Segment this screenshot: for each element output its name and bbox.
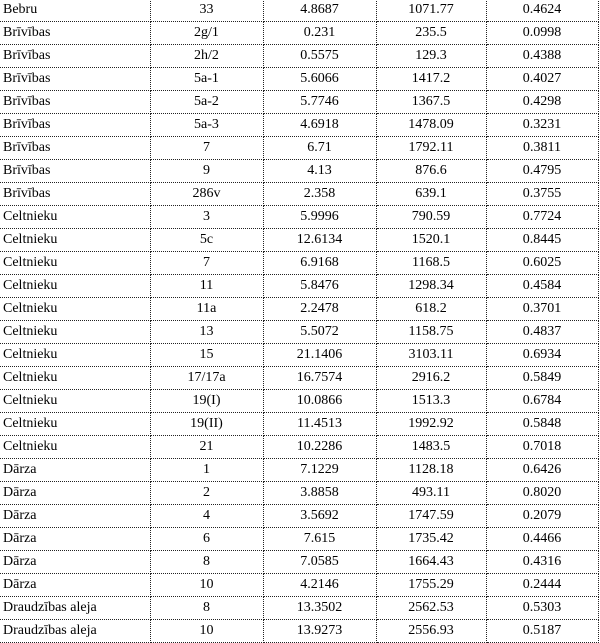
house-number-cell[interactable]: 3: [150, 206, 263, 229]
ratio-cell[interactable]: 0.3811: [486, 137, 598, 160]
ratio-cell[interactable]: 0.3701: [486, 298, 598, 321]
street-cell[interactable]: Celtnieku: [0, 298, 150, 321]
value-b-cell[interactable]: 1513.3: [376, 390, 486, 413]
street-cell[interactable]: Dārza: [0, 528, 150, 551]
value-b-cell[interactable]: 1071.77: [376, 0, 486, 22]
street-cell[interactable]: Bebru: [0, 0, 150, 22]
street-cell[interactable]: Celtnieku: [0, 229, 150, 252]
value-b-cell[interactable]: 1158.75: [376, 321, 486, 344]
house-number-cell[interactable]: 4: [150, 505, 263, 528]
value-a-cell[interactable]: 5.6066: [263, 68, 376, 91]
table-row: [0, 68, 598, 91]
value-a-cell[interactable]: 3.5692: [263, 505, 376, 528]
house-number-cell[interactable]: 7: [150, 137, 263, 160]
ratio-cell[interactable]: 0.2079: [486, 505, 598, 528]
street-cell[interactable]: Celtnieku: [0, 206, 150, 229]
value-b-cell[interactable]: 1417.2: [376, 68, 486, 91]
value-b-cell[interactable]: 618.2: [376, 298, 486, 321]
ratio-cell[interactable]: 0.0998: [486, 22, 598, 45]
ratio-cell[interactable]: 0.6784: [486, 390, 598, 413]
table-row: [0, 22, 598, 45]
ratio-cell[interactable]: 0.6426: [486, 459, 598, 482]
ratio-cell[interactable]: 0.5848: [486, 413, 598, 436]
table-row: [0, 298, 598, 321]
value-a-cell[interactable]: 0.5575: [263, 45, 376, 68]
street-cell[interactable]: Celtnieku: [0, 275, 150, 298]
house-number-cell[interactable]: 10: [150, 620, 263, 643]
value-b-cell[interactable]: 876.6: [376, 160, 486, 183]
value-b-cell[interactable]: 493.11: [376, 482, 486, 505]
ratio-cell[interactable]: 0.6934: [486, 344, 598, 367]
value-b-cell[interactable]: 1664.43: [376, 551, 486, 574]
house-number-cell[interactable]: 5a-1: [150, 68, 263, 91]
house-number-cell[interactable]: 19(I): [150, 390, 263, 413]
value-a-cell[interactable]: 0.231: [263, 22, 376, 45]
value-b-cell[interactable]: 1298.34: [376, 275, 486, 298]
ratio-cell[interactable]: 0.4316: [486, 551, 598, 574]
table-row: [0, 597, 598, 620]
street-cell[interactable]: Draudzības aleja: [0, 620, 150, 643]
value-a-cell[interactable]: 6.71: [263, 137, 376, 160]
street-cell[interactable]: Celtnieku: [0, 321, 150, 344]
table-row: [0, 574, 598, 597]
table-row: [0, 252, 598, 275]
street-cell[interactable]: Celtnieku: [0, 436, 150, 459]
house-number-cell[interactable]: 1: [150, 459, 263, 482]
value-a-cell[interactable]: 5.5072: [263, 321, 376, 344]
table-row: [0, 275, 598, 298]
house-number-cell[interactable]: 6: [150, 528, 263, 551]
value-b-cell[interactable]: 129.3: [376, 45, 486, 68]
ratio-cell[interactable]: 0.3231: [486, 114, 598, 137]
value-a-cell[interactable]: 4.6918: [263, 114, 376, 137]
street-cell[interactable]: Brīvības: [0, 183, 150, 206]
value-b-cell[interactable]: 1128.18: [376, 459, 486, 482]
value-a-cell[interactable]: 7.1229: [263, 459, 376, 482]
ratio-cell[interactable]: 0.4388: [486, 45, 598, 68]
house-number-cell[interactable]: 5c: [150, 229, 263, 252]
house-number-cell[interactable]: 10: [150, 574, 263, 597]
table-row: [0, 229, 598, 252]
ratio-cell[interactable]: 0.4624: [486, 0, 598, 22]
house-number-cell[interactable]: 17/17a: [150, 367, 263, 390]
value-b-cell[interactable]: 1747.59: [376, 505, 486, 528]
table-row: [0, 183, 598, 206]
value-a-cell[interactable]: 2.358: [263, 183, 376, 206]
value-b-cell[interactable]: 1483.5: [376, 436, 486, 459]
value-a-cell[interactable]: 5.8476: [263, 275, 376, 298]
ratio-cell[interactable]: 0.4795: [486, 160, 598, 183]
house-number-cell[interactable]: 21: [150, 436, 263, 459]
value-b-cell[interactable]: 2916.2: [376, 367, 486, 390]
house-number-cell[interactable]: 8: [150, 597, 263, 620]
house-number-cell[interactable]: 9: [150, 160, 263, 183]
value-a-cell[interactable]: 13.9273: [263, 620, 376, 643]
ratio-cell[interactable]: 0.4027: [486, 68, 598, 91]
house-number-cell[interactable]: 5a-3: [150, 114, 263, 137]
table-row: [0, 206, 598, 229]
ratio-cell[interactable]: 0.4298: [486, 91, 598, 114]
ratio-cell[interactable]: 0.7018: [486, 436, 598, 459]
table-row: [0, 528, 598, 551]
table-row: [0, 436, 598, 459]
value-a-cell[interactable]: 4.13: [263, 160, 376, 183]
ratio-cell[interactable]: 0.5849: [486, 367, 598, 390]
value-a-cell[interactable]: 7.615: [263, 528, 376, 551]
ratio-cell[interactable]: 0.3755: [486, 183, 598, 206]
ratio-cell[interactable]: 0.6025: [486, 252, 598, 275]
table-row: [0, 367, 598, 390]
house-number-cell[interactable]: 286v: [150, 183, 263, 206]
value-b-cell[interactable]: 639.1: [376, 183, 486, 206]
street-cell[interactable]: Dārza: [0, 551, 150, 574]
value-b-cell[interactable]: 1792.11: [376, 137, 486, 160]
table-row: [0, 91, 598, 114]
value-a-cell[interactable]: 2.2478: [263, 298, 376, 321]
street-cell[interactable]: Brīvības: [0, 160, 150, 183]
value-a-cell[interactable]: 11.4513: [263, 413, 376, 436]
street-cell[interactable]: Dārza: [0, 505, 150, 528]
house-number-cell[interactable]: 11: [150, 275, 263, 298]
house-number-cell[interactable]: 13: [150, 321, 263, 344]
value-a-cell[interactable]: 10.2286: [263, 436, 376, 459]
value-a-cell[interactable]: 10.0866: [263, 390, 376, 413]
table-row: [0, 45, 598, 68]
street-cell[interactable]: Dārza: [0, 574, 150, 597]
ratio-cell[interactable]: 0.5187: [486, 620, 598, 643]
table-row: [0, 620, 598, 643]
street-cell[interactable]: Dārza: [0, 482, 150, 505]
value-a-cell[interactable]: 4.2146: [263, 574, 376, 597]
ratio-cell[interactable]: 0.4466: [486, 528, 598, 551]
value-a-cell[interactable]: 6.9168: [263, 252, 376, 275]
table-row: [0, 459, 598, 482]
street-cell[interactable]: Celtnieku: [0, 344, 150, 367]
house-number-cell[interactable]: 2h/2: [150, 45, 263, 68]
street-cell[interactable]: Brīvības: [0, 137, 150, 160]
ratio-cell[interactable]: 0.8020: [486, 482, 598, 505]
table-row: [0, 114, 598, 137]
value-a-cell[interactable]: 12.6134: [263, 229, 376, 252]
table-row: [0, 137, 598, 160]
value-a-cell[interactable]: 16.7574: [263, 367, 376, 390]
ratio-cell[interactable]: 0.4584: [486, 275, 598, 298]
table-row: [0, 505, 598, 528]
table-row: [0, 482, 598, 505]
value-b-cell[interactable]: 1478.09: [376, 114, 486, 137]
street-cell[interactable]: Celtnieku: [0, 252, 150, 275]
ratio-cell[interactable]: 0.4837: [486, 321, 598, 344]
table-row: [0, 390, 598, 413]
value-a-cell[interactable]: 4.8687: [263, 0, 376, 22]
value-b-cell[interactable]: 2562.53: [376, 597, 486, 620]
value-b-cell[interactable]: 3103.11: [376, 344, 486, 367]
street-cell[interactable]: Brīvības: [0, 91, 150, 114]
table-row: [0, 344, 598, 367]
street-cell[interactable]: Celtnieku: [0, 390, 150, 413]
table-row: [0, 551, 598, 574]
value-a-cell[interactable]: 5.9996: [263, 206, 376, 229]
ratio-cell[interactable]: 0.8445: [486, 229, 598, 252]
value-b-cell[interactable]: 1992.92: [376, 413, 486, 436]
house-number-cell[interactable]: 2g/1: [150, 22, 263, 45]
street-cell[interactable]: Brīvības: [0, 68, 150, 91]
value-b-cell[interactable]: 1367.5: [376, 91, 486, 114]
value-b-cell[interactable]: 1168.5: [376, 252, 486, 275]
value-b-cell[interactable]: 1735.42: [376, 528, 486, 551]
ratio-cell[interactable]: 0.5303: [486, 597, 598, 620]
house-number-cell[interactable]: 19(II): [150, 413, 263, 436]
table-row: [0, 160, 598, 183]
value-b-cell[interactable]: 235.5: [376, 22, 486, 45]
value-a-cell[interactable]: 13.3502: [263, 597, 376, 620]
street-cell[interactable]: Celtnieku: [0, 413, 150, 436]
value-b-cell[interactable]: 790.59: [376, 206, 486, 229]
street-cell[interactable]: Brīvības: [0, 45, 150, 68]
value-a-cell[interactable]: 7.0585: [263, 551, 376, 574]
table-row: [0, 321, 598, 344]
value-a-cell[interactable]: 3.8858: [263, 482, 376, 505]
street-cell[interactable]: Dārza: [0, 459, 150, 482]
value-a-cell[interactable]: 21.1406: [263, 344, 376, 367]
house-number-cell[interactable]: 15: [150, 344, 263, 367]
table-row: [0, 413, 598, 436]
street-cell[interactable]: Brīvības: [0, 114, 150, 137]
table-row: [0, 0, 598, 22]
house-number-cell[interactable]: 8: [150, 551, 263, 574]
street-cell[interactable]: Celtnieku: [0, 367, 150, 390]
house-number-cell[interactable]: 5a-2: [150, 91, 263, 114]
value-a-cell[interactable]: 5.7746: [263, 91, 376, 114]
street-cell[interactable]: Draudzības aleja: [0, 597, 150, 620]
house-number-cell[interactable]: 11a: [150, 298, 263, 321]
house-number-cell[interactable]: 7: [150, 252, 263, 275]
ratio-cell[interactable]: 0.7724: [486, 206, 598, 229]
value-b-cell[interactable]: 1755.29: [376, 574, 486, 597]
ratio-cell[interactable]: 0.2444: [486, 574, 598, 597]
street-cell[interactable]: Brīvības: [0, 22, 150, 45]
house-number-cell[interactable]: 33: [150, 0, 263, 22]
value-b-cell[interactable]: 2556.93: [376, 620, 486, 643]
house-number-cell[interactable]: 2: [150, 482, 263, 505]
value-b-cell[interactable]: 1520.1: [376, 229, 486, 252]
